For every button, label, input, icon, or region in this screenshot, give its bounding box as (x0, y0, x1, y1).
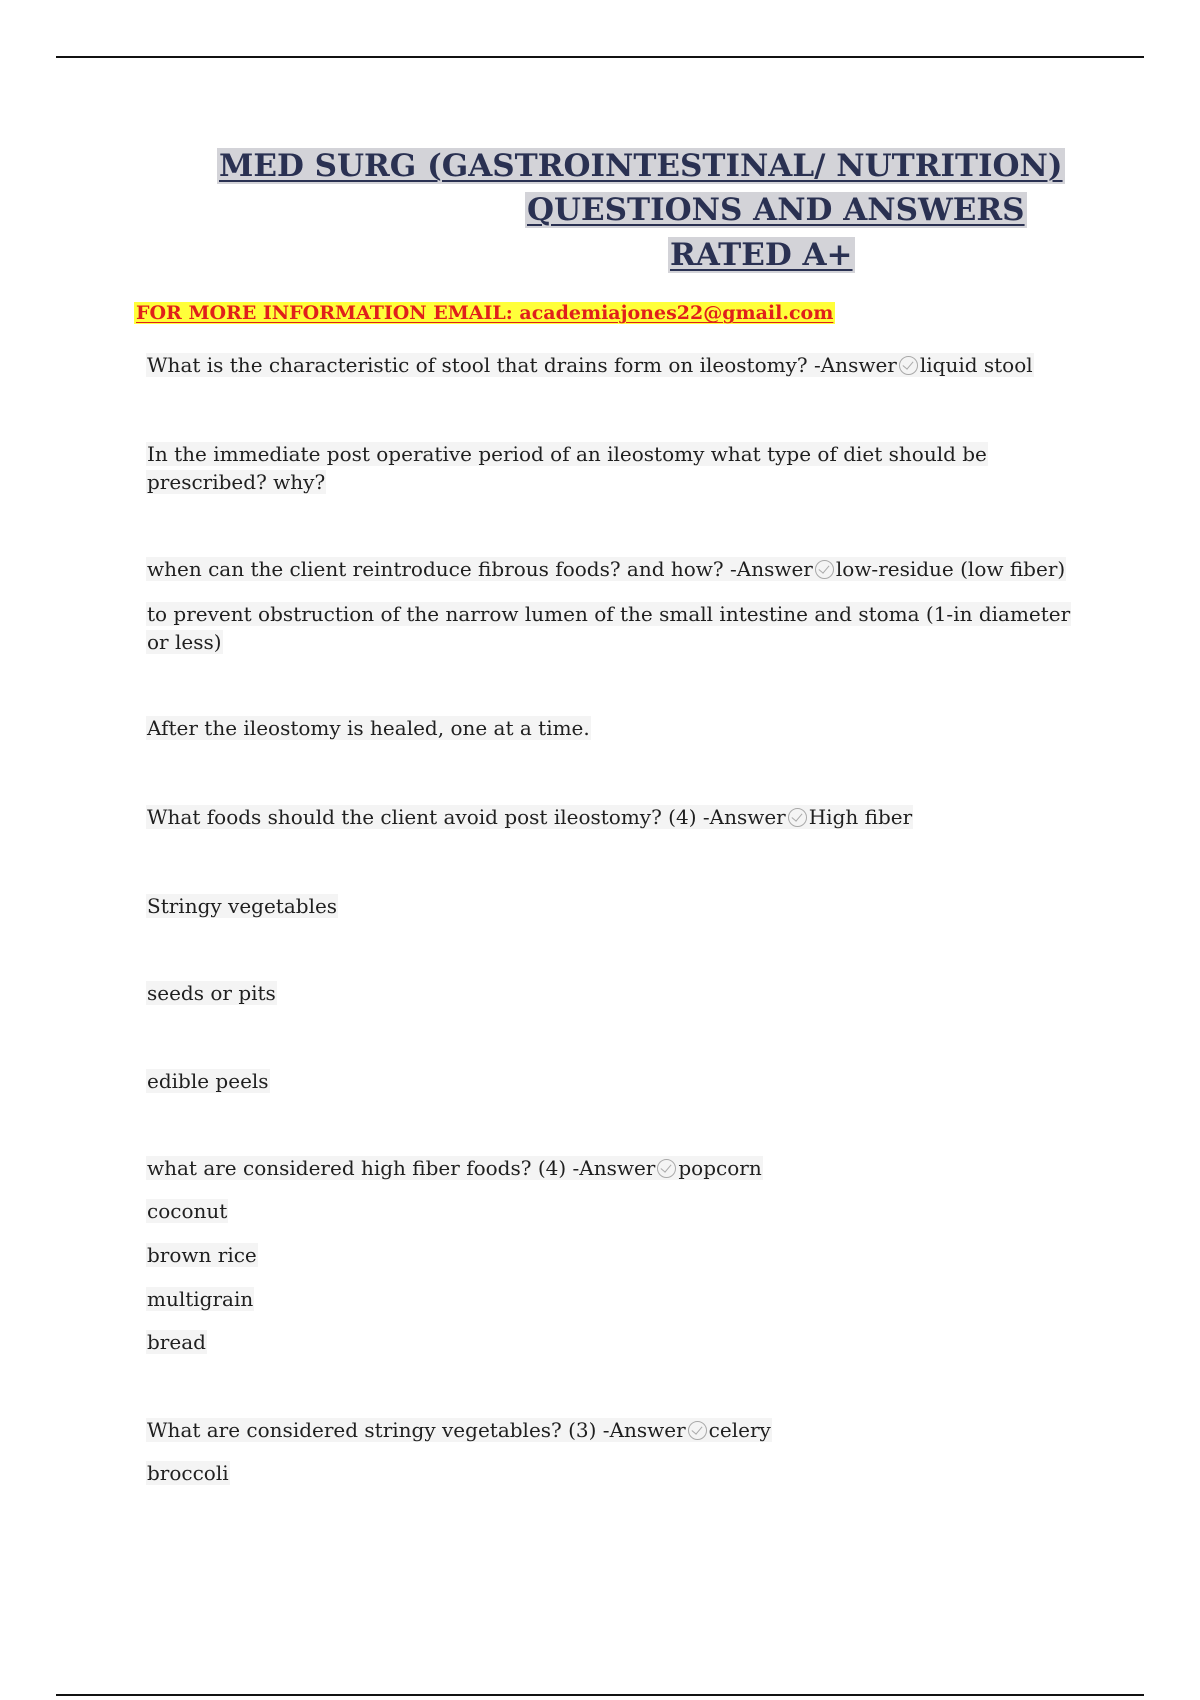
qa-line (146, 600, 1071, 628)
answer-text: low-residue (low fiber) (835, 557, 1066, 581)
answer-text: or less) (147, 630, 222, 654)
question-text: what are considered high fiber foods? (4) -Answer (147, 1156, 656, 1180)
title-line-1: MED SURG (GASTROINTESTINAL/ NUTRITION) (219, 148, 1063, 184)
qa-line (146, 468, 326, 496)
qa-line (146, 628, 223, 656)
bottom-rule (56, 1694, 1144, 1696)
email-notice: FOR MORE INFORMATION EMAIL: academiajones22@gmail.com (136, 302, 834, 324)
qa-line (146, 1416, 772, 1444)
qa-line (146, 714, 591, 742)
question-text: What are considered stringy vegetables? (3) -Answer (147, 1418, 686, 1442)
qa-line (146, 351, 1034, 379)
answer-text: to prevent obstruction of the narrow lumen of the small intestine and stoma (1-in diameter (147, 602, 1071, 626)
answer-text: High fiber (808, 805, 913, 829)
check-circle-icon (899, 356, 918, 375)
answer-text: celery (708, 1418, 771, 1442)
list-item: seeds or pits (147, 981, 276, 1005)
qa-line (146, 555, 1066, 583)
qa-line (146, 1154, 763, 1182)
list-item: brown rice (147, 1243, 257, 1267)
list-item: coconut (147, 1199, 228, 1223)
check-circle-icon (688, 1421, 707, 1440)
answer-text: popcorn (678, 1156, 762, 1180)
question-text: What is the characteristic of stool that drains form on ileostomy? -Answer (147, 353, 897, 377)
question-text: In the immediate post operative period of an ileostomy what type of diet should be (147, 442, 987, 466)
check-circle-icon (815, 560, 834, 579)
list-item: multigrain (147, 1287, 254, 1311)
list-item: broccoli (147, 1461, 229, 1485)
question-text: when can the client reintroduce fibrous foods? and how? -Answer (147, 557, 813, 581)
question-text: prescribed? why? (147, 470, 326, 494)
answer-text: liquid stool (919, 353, 1033, 377)
top-rule (56, 56, 1144, 58)
qa-line (146, 803, 913, 831)
question-text: What foods should the client avoid post ileostomy? (4) -Answer (147, 805, 786, 829)
list-item: Stringy vegetables (147, 894, 338, 918)
check-circle-icon (788, 808, 807, 827)
check-circle-icon (657, 1159, 676, 1178)
list-item: bread (147, 1330, 206, 1354)
title-line-3: RATED A+ (670, 237, 853, 273)
answer-text: After the ileostomy is healed, one at a time. (147, 716, 590, 740)
title-line-2: QUESTIONS AND ANSWERS (527, 192, 1025, 228)
list-item: edible peels (147, 1069, 269, 1093)
qa-line (146, 440, 988, 468)
